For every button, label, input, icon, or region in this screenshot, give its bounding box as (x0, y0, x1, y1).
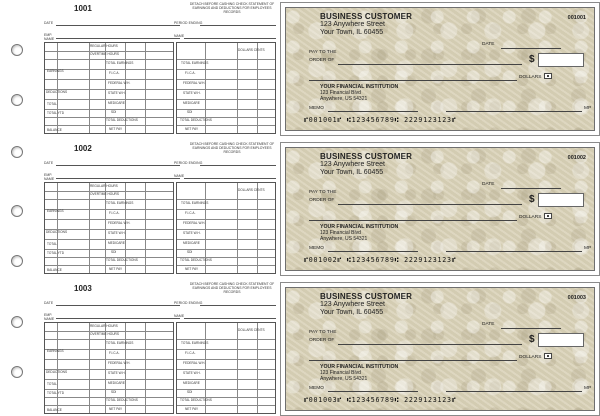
grid-col-line (145, 183, 146, 273)
grid-row-line (45, 249, 173, 250)
binder-hole (11, 205, 23, 217)
grid-row-line (177, 229, 275, 230)
grid-row-line (177, 199, 275, 200)
pay-to-label: PAY TO THE (309, 190, 337, 195)
grid-col-line (89, 183, 90, 273)
total-earnings-label: TOTAL EARNINGS (106, 201, 134, 205)
grid-row-line (45, 125, 173, 126)
date-line[interactable] (501, 328, 561, 329)
amount-box[interactable] (538, 53, 584, 67)
total-label: TOTAL (47, 382, 57, 386)
check-number: 001002 (567, 155, 586, 161)
grid-row-line (45, 109, 173, 110)
stubs-column (34, 0, 278, 416)
medicare-label: MEDICARE (108, 241, 125, 245)
business-name: BUSINESS CUSTOMER (320, 152, 413, 161)
bank-address-line1: 123 Financial Blvd (320, 370, 361, 376)
stub-emp-name-label: EMP. NAME (44, 33, 55, 41)
deductions-label: DEDUCTIONS (46, 90, 68, 94)
overtime-hours-label: OVERTIME HOURS (90, 52, 119, 56)
total-ytd-label: TOTAL YTD (47, 251, 65, 255)
stub-period-ending-label: PERIOD ENDING (174, 161, 203, 165)
grid-col-line (145, 43, 146, 133)
state-wh-label: STATE W.H. (108, 371, 126, 375)
bank-address-line1: 123 Financial Blvd (320, 90, 361, 96)
bank-address-line1: 123 Financial Blvd (320, 230, 361, 236)
net-pay-label: NET PAY (109, 407, 123, 411)
state-wh-label: STATE W.H. (183, 371, 201, 375)
dollars-cents-label: DOLLARS CENTS (238, 328, 265, 332)
amount-box[interactable] (538, 333, 584, 347)
grid-row-line (45, 359, 173, 360)
grid-row-line (177, 79, 275, 80)
grid-col-line (237, 323, 238, 413)
mp-label: MP (584, 386, 592, 391)
order-of-label: ORDER OF (309, 338, 335, 343)
check (280, 2, 600, 136)
regular-hours-label: REGULAR HOURS (90, 324, 118, 328)
grid-row-line (45, 59, 173, 60)
mp-label: MP (584, 246, 592, 251)
net-pay-label: NET PAY (109, 127, 123, 131)
grid-row-line (177, 69, 275, 70)
stub-emp-name-label: EMP. NAME (44, 313, 55, 321)
federal-wh-label: FEDERAL W.H. (108, 81, 131, 85)
sdi-label: SDI (187, 250, 193, 254)
total-label: TOTAL (47, 102, 57, 106)
bank-info (320, 84, 398, 102)
amount-words-line[interactable] (309, 80, 517, 81)
business-address-line2: Your Town, IL 60455 (320, 29, 384, 36)
date-label: DATE (482, 182, 495, 187)
dollars-label: DOLLARS (519, 355, 542, 360)
net-pay-label: NET PAY (185, 267, 199, 271)
stub-period-ending-line (200, 25, 276, 26)
dollar-sign: $ (529, 194, 535, 205)
micr-line: ⑈001001⑈ ⑆123456789⑆ 2229123123⑈ (304, 116, 457, 124)
binder-hole (11, 146, 23, 158)
bank-address-line2: Anywhere, US 54321 (320, 96, 368, 102)
binder-hole (11, 255, 23, 267)
grid-row-line (177, 265, 275, 266)
stub-date-line (56, 25, 180, 26)
federal-wh-label: FEDERAL W.H. (108, 221, 131, 225)
micr-line: ⑈001002⑈ ⑆123456789⑆ 2229123123⑈ (304, 256, 457, 264)
stub-number: 1002 (74, 144, 92, 153)
grid-row-line (177, 359, 275, 360)
state-wh-label: STATE W.H. (183, 231, 201, 235)
federal-wh-label: FEDERAL W.H. (108, 361, 131, 365)
dollars-cents-label: DOLLARS CENTS (238, 48, 265, 52)
medicare-label: MEDICARE (183, 381, 200, 385)
earnings-label: EARNINGS (47, 69, 64, 73)
security-lock-icon (544, 353, 552, 359)
memo-line[interactable] (328, 111, 418, 112)
stub-date-line (56, 305, 180, 306)
total-deductions-label: TOTAL DEDUCTIONS (180, 398, 212, 402)
grid-col-line (145, 323, 146, 413)
signature-line[interactable] (446, 111, 582, 112)
memo-label: MEMO (309, 386, 324, 391)
state-wh-label: STATE W.H. (108, 91, 126, 95)
check (280, 142, 600, 276)
total-ytd-label: TOTAL YTD (47, 111, 65, 115)
stub-date-label: DATE (44, 21, 54, 25)
stub-emp-name-line (56, 178, 180, 179)
order-of-label: ORDER OF (309, 58, 335, 63)
stub-date-label: DATE (44, 161, 54, 165)
stub-name-line (184, 38, 276, 39)
grid-row-line (45, 389, 173, 390)
deductions-label: DEDUCTIONS (46, 230, 68, 234)
total-deductions-label: TOTAL DEDUCTIONS (180, 118, 212, 122)
federal-wh-label: FEDERAL W.H. (183, 221, 206, 225)
stub-name-label: NAME (174, 174, 185, 178)
binder-hole (11, 316, 23, 328)
order-of-label: ORDER OF (309, 198, 335, 203)
memo-label: MEMO (309, 246, 324, 251)
check-body (285, 7, 595, 131)
fica-label: F.I.C.A. (109, 351, 120, 355)
bank-address-line2: Anywhere, US 54321 (320, 376, 368, 382)
mp-label: MP (584, 106, 592, 111)
check-number: 001003 (567, 295, 586, 301)
amount-box[interactable] (538, 193, 584, 207)
sdi-label: SDI (111, 250, 117, 254)
bank-name: YOUR FINANCIAL INSTITUTION (320, 84, 399, 90)
business-address-line2: Your Town, IL 60455 (320, 309, 384, 316)
grid-row-line (177, 219, 275, 220)
net-pay-label: NET PAY (109, 267, 123, 271)
bank-name: YOUR FINANCIAL INSTITUTION (320, 364, 399, 370)
stub-earnings-grid (44, 182, 174, 274)
payee-line[interactable] (338, 344, 522, 345)
grid-row-line (45, 239, 173, 240)
stub-earnings-grid (44, 322, 174, 414)
sdi-label: SDI (187, 110, 193, 114)
grid-col-line (257, 183, 258, 273)
state-wh-label: STATE W.H. (183, 91, 201, 95)
total-earnings-label: TOTAL EARNINGS (181, 201, 209, 205)
regular-hours-label: REGULAR HOURS (90, 44, 118, 48)
total-deductions-label: TOTAL DEDUCTIONS (106, 258, 138, 262)
overtime-hours-label: OVERTIME HOURS (90, 332, 119, 336)
bank-info (320, 224, 398, 242)
grid-row-line (45, 219, 173, 220)
stub-detach-note: DETACH BEFORE CASHING CHECK STATEMENT OF EARNINGS AND DEDUCTIONS FOR EMPLOYEES RECORDS (189, 142, 275, 155)
total-deductions-label: TOTAL DEDUCTIONS (180, 258, 212, 262)
grid-row-line (45, 265, 173, 266)
earnings-label: EARNINGS (47, 209, 64, 213)
stub (34, 140, 278, 276)
dollars-cents-label: DOLLARS CENTS (238, 188, 265, 192)
business-address-line1: 123 Anywhere Street (320, 21, 385, 28)
earnings-label: EARNINGS (47, 349, 64, 353)
medicare-label: MEDICARE (108, 381, 125, 385)
stub-deductions-grid (176, 42, 276, 134)
grid-col-line (57, 323, 58, 413)
amount-words-line[interactable] (309, 220, 517, 221)
stub-emp-name-line (56, 318, 180, 319)
stub-name-label: NAME (174, 34, 185, 38)
grid-row-line (177, 349, 275, 350)
net-pay-label: NET PAY (185, 407, 199, 411)
business-address-line2: Your Town, IL 60455 (320, 169, 384, 176)
grid-row-line (45, 79, 173, 80)
total-deductions-label: TOTAL DEDUCTIONS (106, 118, 138, 122)
net-pay-label: NET PAY (185, 127, 199, 131)
regular-hours-label: REGULAR HOURS (90, 184, 118, 188)
sdi-label: SDI (111, 390, 117, 394)
stub (34, 280, 278, 416)
grid-row-line (45, 199, 173, 200)
business-address-line1: 123 Anywhere Street (320, 301, 385, 308)
medicare-label: MEDICARE (108, 101, 125, 105)
stub-earnings-grid (44, 42, 174, 134)
stub-name-line (184, 318, 276, 319)
grid-row-line (45, 405, 173, 406)
grid-row-line (45, 339, 173, 340)
grid-col-line (89, 323, 90, 413)
dollar-sign: $ (529, 334, 535, 345)
memo-line[interactable] (328, 391, 418, 392)
fica-label: F.I.C.A. (109, 71, 120, 75)
stub-emp-name-line (56, 38, 180, 39)
balance-label: BALANCE (47, 128, 62, 132)
dollar-sign: $ (529, 54, 535, 65)
amount-words-line[interactable] (309, 360, 517, 361)
grid-row-line (177, 405, 275, 406)
binder-hole (11, 44, 23, 56)
checks-column (280, 0, 600, 416)
grid-col-line (237, 43, 238, 133)
stub-deductions-grid (176, 182, 276, 274)
check-number: 001001 (567, 15, 586, 21)
binder-holes (0, 0, 32, 416)
date-label: DATE (482, 42, 495, 47)
binder-hole (11, 94, 23, 106)
grid-row-line (177, 369, 275, 370)
date-line[interactable] (501, 48, 561, 49)
grid-row-line (45, 209, 173, 210)
stub-date-label: DATE (44, 301, 54, 305)
fica-label: F.I.C.A. (185, 71, 196, 75)
payee-line[interactable] (338, 64, 522, 65)
business-name: BUSINESS CUSTOMER (320, 12, 413, 21)
grid-col-line (89, 43, 90, 133)
bank-info (320, 364, 398, 382)
sdi-label: SDI (111, 110, 117, 114)
stub-period-ending-label: PERIOD ENDING (174, 21, 203, 25)
deductions-label: DEDUCTIONS (46, 370, 68, 374)
grid-col-line (57, 43, 58, 133)
balance-label: BALANCE (47, 268, 62, 272)
security-lock-icon (544, 213, 552, 219)
federal-wh-label: FEDERAL W.H. (183, 361, 206, 365)
business-name: BUSINESS CUSTOMER (320, 292, 413, 301)
fica-label: F.I.C.A. (109, 211, 120, 215)
stub-date-line (56, 165, 180, 166)
total-earnings-label: TOTAL EARNINGS (181, 61, 209, 65)
grid-row-line (45, 99, 173, 100)
fica-label: F.I.C.A. (185, 211, 196, 215)
total-label: TOTAL (47, 242, 57, 246)
stub-name-line (184, 178, 276, 179)
security-lock-icon (544, 73, 552, 79)
stub-number: 1003 (74, 284, 92, 293)
stub-detach-note: DETACH BEFORE CASHING CHECK STATEMENT OF EARNINGS AND DEDUCTIONS FOR EMPLOYEES RECORDS (189, 2, 275, 15)
grid-row-line (177, 239, 275, 240)
binder-hole (11, 366, 23, 378)
stub-name-label: NAME (174, 314, 185, 318)
dollars-label: DOLLARS (519, 75, 542, 80)
date-line[interactable] (501, 188, 561, 189)
grid-col-line (237, 183, 238, 273)
stub-number: 1001 (74, 4, 92, 13)
grid-col-line (257, 43, 258, 133)
grid-row-line (177, 89, 275, 90)
stub (34, 0, 278, 136)
total-earnings-label: TOTAL EARNINGS (106, 341, 134, 345)
sdi-label: SDI (187, 390, 193, 394)
check-body (285, 287, 595, 411)
pay-to-label: PAY TO THE (309, 50, 337, 55)
date-label: DATE (482, 322, 495, 327)
check-body (285, 147, 595, 271)
stub-detach-note: DETACH BEFORE CASHING CHECK STATEMENT OF EARNINGS AND DEDUCTIONS FOR EMPLOYEES RECORDS (189, 282, 275, 295)
balance-label: BALANCE (47, 408, 62, 412)
grid-row-line (177, 125, 275, 126)
memo-line[interactable] (328, 251, 418, 252)
grid-row-line (177, 59, 275, 60)
medicare-label: MEDICARE (183, 241, 200, 245)
grid-col-line (57, 183, 58, 273)
overtime-hours-label: OVERTIME HOURS (90, 192, 119, 196)
micr-line: ⑈001003⑈ ⑆123456789⑆ 2229123123⑈ (304, 396, 457, 404)
business-address-line1: 123 Anywhere Street (320, 161, 385, 168)
total-ytd-label: TOTAL YTD (47, 391, 65, 395)
state-wh-label: STATE W.H. (108, 231, 126, 235)
check (280, 282, 600, 416)
memo-label: MEMO (309, 106, 324, 111)
grid-col-line (257, 323, 258, 413)
grid-row-line (177, 379, 275, 380)
grid-row-line (45, 69, 173, 70)
grid-row-line (177, 99, 275, 100)
payee-line[interactable] (338, 204, 522, 205)
signature-line[interactable] (446, 251, 582, 252)
stub-emp-name-label: EMP. NAME (44, 173, 55, 181)
total-deductions-label: TOTAL DEDUCTIONS (106, 398, 138, 402)
stub-deductions-grid (176, 322, 276, 414)
total-earnings-label: TOTAL EARNINGS (181, 341, 209, 345)
grid-row-line (177, 209, 275, 210)
bank-address-line2: Anywhere, US 54321 (320, 236, 368, 242)
bank-name: YOUR FINANCIAL INSTITUTION (320, 224, 399, 230)
stub-period-ending-line (200, 305, 276, 306)
grid-row-line (45, 379, 173, 380)
grid-row-line (45, 349, 173, 350)
stub-period-ending-label: PERIOD ENDING (174, 301, 203, 305)
medicare-label: MEDICARE (183, 101, 200, 105)
total-earnings-label: TOTAL EARNINGS (106, 61, 134, 65)
grid-row-line (177, 339, 275, 340)
dollars-label: DOLLARS (519, 215, 542, 220)
federal-wh-label: FEDERAL W.H. (183, 81, 206, 85)
stub-period-ending-line (200, 165, 276, 166)
signature-line[interactable] (446, 391, 582, 392)
fica-label: F.I.C.A. (185, 351, 196, 355)
pay-to-label: PAY TO THE (309, 330, 337, 335)
